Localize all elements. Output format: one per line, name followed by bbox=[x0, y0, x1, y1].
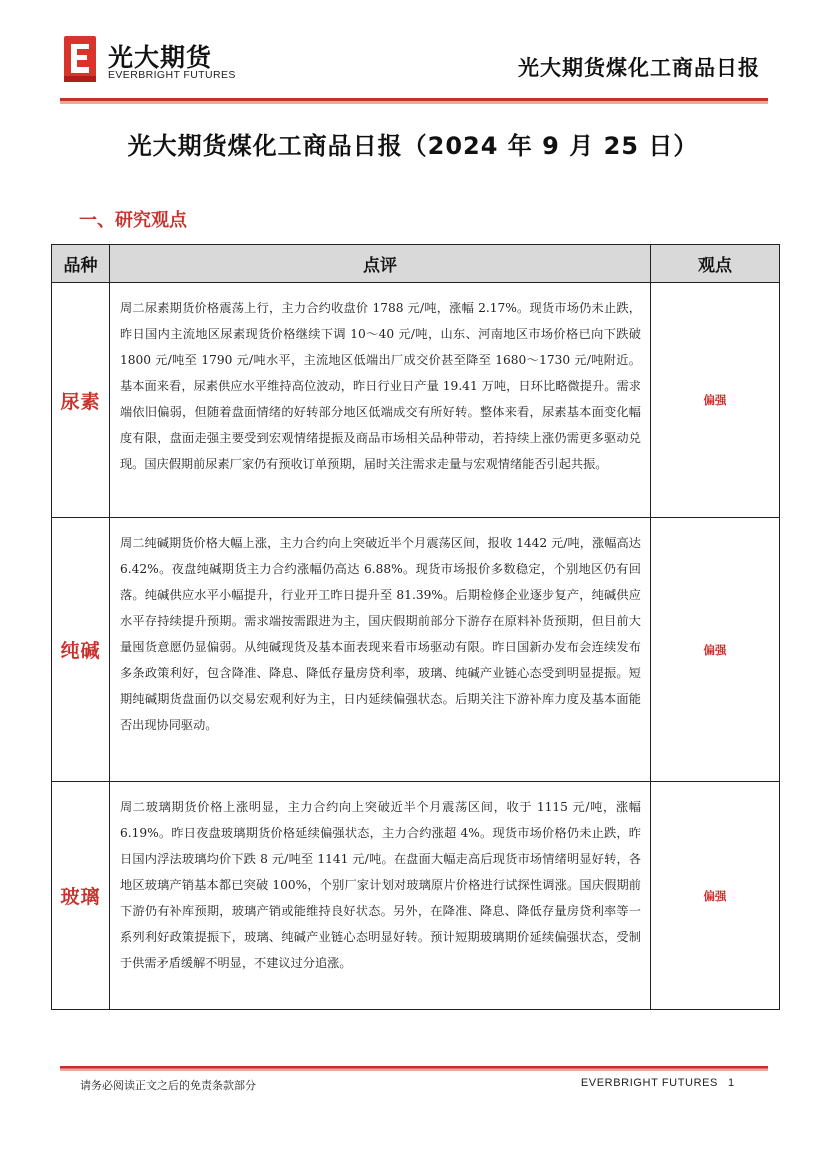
view-cell: 偏强 bbox=[651, 518, 780, 782]
header-report-title: 光大期货煤化工商品日报 bbox=[518, 56, 760, 80]
variety-cell: 纯碱 bbox=[52, 518, 110, 782]
table-row bbox=[52, 782, 780, 1010]
footer-divider bbox=[60, 1066, 768, 1071]
footer-brand: EVERBRIGHT FUTURES bbox=[580, 1077, 718, 1089]
comment-cell: 周二玻璃期货价格上涨明显，主力合约向上突破近半个月震荡区间，收于 1115 元/吨，涨幅 6.19%。昨日夜盘玻璃期货价格延续偏强状态，主力合约涨超 4%。现货市场价格仍未止跌，昨日国内浮法玻璃均价下跌 8 元/吨至 1141 元/吨。在盘面大幅走高后现货市场情绪明显好转，各地区玻璃产销基本都已突破 100%，个别厂家计划对玻璃原片价格进行试探性调涨。国庆假期前下游仍有补库预期，玻璃产销或能维持良好状态。另外，在降准、降息、降低存量房贷利率等一系列利好政策提振下，玻璃、纯碱产业链心态明显好转。预计短期玻璃期价延续偏强状态，受制于供需矛盾缓解不明显，不建议过分追涨。 bbox=[110, 782, 651, 1010]
header-divider bbox=[60, 98, 768, 104]
company-logo bbox=[64, 36, 264, 86]
column-header-comment: 点评 bbox=[110, 245, 651, 283]
section-heading: 一、研究观点 bbox=[79, 210, 187, 231]
view-cell: 偏强 bbox=[651, 782, 780, 1010]
research-views-table bbox=[51, 244, 780, 1010]
variety-cell: 玻璃 bbox=[52, 782, 110, 1010]
comment-cell: 周二尿素期货价格震荡上行，主力合约收盘价 1788 元/吨，涨幅 2.17%。现货市场仍未止跌，昨日国内主流地区尿素现货价格继续下调 10～40 元/吨，山东、河南地区市场价格已向下跌破 1800 元/吨至 1790 元/吨水平，主流地区低端出厂成交价甚至降至 1680～1730 元/吨附近。基本面来看，尿素供应水平维持高位波动，昨日行业日产量 19.41 万吨，日环比略微提升。需求端依旧偏弱，但随着盘面情绪的好转部分地区低端成交有所好转。整体来看，尿素基本面变化幅度有限，盘面走强主要受到宏观情绪提振及商品市场相关品种带动，若持续上涨仍需更多驱动兑现。国庆假期前尿素厂家仍有预收订单预期，届时关注需求走量与宏观情绪能否引起共振。 bbox=[110, 283, 651, 518]
variety-cell: 尿素 bbox=[52, 283, 110, 518]
comment-cell: 周二纯碱期货价格大幅上涨，主力合约向上突破近半个月震荡区间，报收 1442 元/吨，涨幅高达 6.42%。夜盘纯碱期货主力合约涨幅仍高达 6.88%。现货市场报价多数稳定，个别地区仍有回落。纯碱供应水平小幅提升，行业开工昨日提升至 81.39%。后期检修企业逐步复产，纯碱供应水平存持续提升预期。需求端按需跟进为主，国庆假期前部分下游存在原料补货预期，但目前大量囤货意愿仍显偏弱。从纯碱现货及基本面表现来看市场驱动有限。昨日国新办发布会连续发布多条政策利好，包含降准、降息、降低存量房贷利率，玻璃、纯碱产业链心态受到明显提振。短期纯碱期货盘面仍以交易宏观利好为主，日内延续偏强状态。后期关注下游补库力度及基本面能否出现协同驱动。 bbox=[110, 518, 651, 782]
footer-disclaimer: 请务必阅读正文之后的免责条款部分 bbox=[80, 1079, 256, 1092]
column-header-view: 观点 bbox=[651, 245, 780, 283]
page-header bbox=[0, 0, 826, 110]
logo-english-name: EVERBRIGHT FUTURES bbox=[108, 69, 236, 81]
everbright-logo-icon bbox=[64, 36, 96, 82]
column-header-variety: 品种 bbox=[52, 245, 110, 283]
table-row bbox=[52, 283, 780, 518]
table-header-row bbox=[52, 245, 780, 283]
view-cell: 偏强 bbox=[651, 283, 780, 518]
page-number: 1 bbox=[728, 1077, 735, 1089]
logo-chinese-name: 光大期货 bbox=[108, 43, 213, 72]
document-title: 光大期货煤化工商品日报（2024 年 9 月 25 日） bbox=[127, 132, 699, 160]
table-row bbox=[52, 518, 780, 782]
